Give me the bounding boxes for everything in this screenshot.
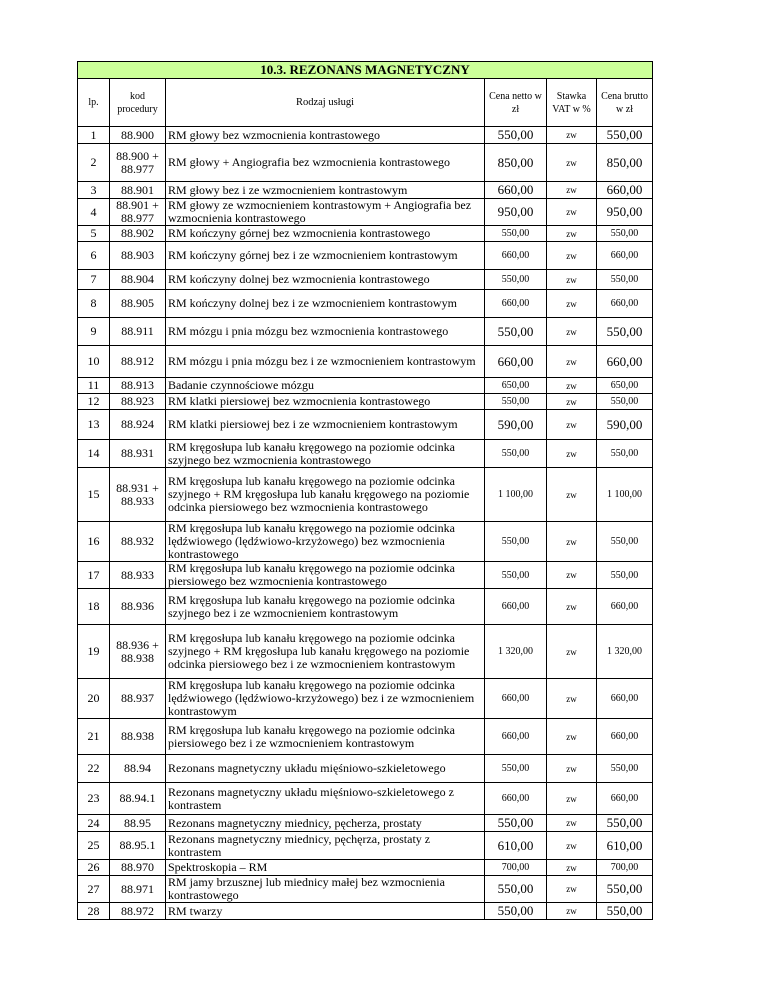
procedure-code: 88.912 bbox=[110, 346, 166, 378]
service-name: Rezonans magnetyczny układu mięśniowo-szkieletowego z kontrastem bbox=[166, 783, 485, 815]
table-row bbox=[78, 783, 653, 815]
vat-rate: zw bbox=[547, 378, 597, 394]
gross-price: 650,00 bbox=[597, 378, 653, 394]
row-number: 10 bbox=[78, 346, 110, 378]
row-number: 15 bbox=[78, 468, 110, 522]
row-number: 20 bbox=[78, 679, 110, 719]
service-name: RM kończyny górnej bez i ze wzmocnieniem kontrastowym bbox=[166, 242, 485, 270]
procedure-code: 88.905 bbox=[110, 290, 166, 318]
vat-rate: zw bbox=[547, 860, 597, 876]
vat-rate: zw bbox=[547, 127, 597, 144]
table-row bbox=[78, 522, 653, 562]
net-price: 660,00 bbox=[485, 182, 547, 199]
header-gross-price: Cena brutto w zł bbox=[597, 79, 653, 127]
net-price: 550,00 bbox=[485, 270, 547, 290]
vat-rate: zw bbox=[547, 625, 597, 679]
vat-rate: zw bbox=[547, 410, 597, 440]
table-row bbox=[78, 290, 653, 318]
table-row bbox=[78, 589, 653, 625]
net-price: 1 320,00 bbox=[485, 625, 547, 679]
service-name: RM kręgosłupa lub kanału kręgowego na poziomie odcinka szyjnego bez wzmocnienia kontrastowego bbox=[166, 440, 485, 468]
procedure-code: 88.903 bbox=[110, 242, 166, 270]
header-vat: Stawka VAT w % bbox=[547, 79, 597, 127]
row-number: 24 bbox=[78, 815, 110, 832]
service-name: RM kręgosłupa lub kanału kręgowego na poziomie odcinka szyjnego + RM kręgosłupa lub kanału kręgowego na poziomie odcinka piersiowego bez i ze wzmocnieniem kontrastowym bbox=[166, 625, 485, 679]
vat-rate: zw bbox=[547, 832, 597, 860]
table-row bbox=[78, 226, 653, 242]
header-code: kod procedury bbox=[110, 79, 166, 127]
header-net-price: Cena netto w zł bbox=[485, 79, 547, 127]
vat-rate: zw bbox=[547, 719, 597, 755]
row-number: 18 bbox=[78, 589, 110, 625]
service-name: RM kręgosłupa lub kanału kręgowego na poziomie odcinka piersiowego bez i ze wzmocnieniem kontrastowym bbox=[166, 719, 485, 755]
row-number: 1 bbox=[78, 127, 110, 144]
service-name: RM mózgu i pnia mózgu bez i ze wzmocnieniem kontrastowym bbox=[166, 346, 485, 378]
service-name: RM kończyny górnej bez wzmocnienia kontrastowego bbox=[166, 226, 485, 242]
table-row bbox=[78, 182, 653, 199]
net-price: 550,00 bbox=[485, 876, 547, 903]
gross-price: 550,00 bbox=[597, 815, 653, 832]
vat-rate: zw bbox=[547, 522, 597, 562]
net-price: 660,00 bbox=[485, 242, 547, 270]
service-name: RM kończyny dolnej bez wzmocnienia kontrastowego bbox=[166, 270, 485, 290]
row-number: 9 bbox=[78, 318, 110, 346]
table-row bbox=[78, 625, 653, 679]
gross-price: 590,00 bbox=[597, 410, 653, 440]
vat-rate: zw bbox=[547, 755, 597, 783]
net-price: 550,00 bbox=[485, 562, 547, 589]
procedure-code: 88.932 bbox=[110, 522, 166, 562]
service-name: RM głowy bez wzmocnienia kontrastowego bbox=[166, 127, 485, 144]
service-name: RM twarzy bbox=[166, 903, 485, 920]
vat-rate: zw bbox=[547, 346, 597, 378]
net-price: 660,00 bbox=[485, 679, 547, 719]
table-title: 10.3. REZONANS MAGNETYCZNY bbox=[78, 62, 653, 79]
service-name: RM kończyny dolnej bez i ze wzmocnieniem kontrastowym bbox=[166, 290, 485, 318]
vat-rate: zw bbox=[547, 144, 597, 182]
gross-price: 610,00 bbox=[597, 832, 653, 860]
gross-price: 660,00 bbox=[597, 719, 653, 755]
service-name: Rezonans magnetyczny miednicy, pęcherza, prostaty bbox=[166, 815, 485, 832]
gross-price: 550,00 bbox=[597, 755, 653, 783]
procedure-code: 88.900 bbox=[110, 127, 166, 144]
service-name: RM klatki piersiowej bez i ze wzmocnieniem kontrastowym bbox=[166, 410, 485, 440]
table-row bbox=[78, 876, 653, 903]
gross-price: 950,00 bbox=[597, 199, 653, 226]
vat-rate: zw bbox=[547, 270, 597, 290]
gross-price: 550,00 bbox=[597, 394, 653, 410]
net-price: 550,00 bbox=[485, 903, 547, 920]
service-name: RM kręgosłupa lub kanału kręgowego na poziomie odcinka piersiowego bez wzmocnienia kontrastowego bbox=[166, 562, 485, 589]
row-number: 26 bbox=[78, 860, 110, 876]
procedure-code: 88.904 bbox=[110, 270, 166, 290]
table-row bbox=[78, 318, 653, 346]
gross-price: 660,00 bbox=[597, 242, 653, 270]
net-price: 650,00 bbox=[485, 378, 547, 394]
procedure-code: 88.900 + 88.977 bbox=[110, 144, 166, 182]
table-row bbox=[78, 815, 653, 832]
procedure-code: 88.901 + 88.977 bbox=[110, 199, 166, 226]
procedure-code: 88.936 + 88.938 bbox=[110, 625, 166, 679]
net-price: 660,00 bbox=[485, 290, 547, 318]
procedure-code: 88.972 bbox=[110, 903, 166, 920]
gross-price: 1 100,00 bbox=[597, 468, 653, 522]
vat-rate: zw bbox=[547, 562, 597, 589]
table-row bbox=[78, 199, 653, 226]
table-row bbox=[78, 860, 653, 876]
table-row bbox=[78, 679, 653, 719]
vat-rate: zw bbox=[547, 182, 597, 199]
net-price: 550,00 bbox=[485, 522, 547, 562]
gross-price: 550,00 bbox=[597, 440, 653, 468]
row-number: 19 bbox=[78, 625, 110, 679]
procedure-code: 88.913 bbox=[110, 378, 166, 394]
vat-rate: zw bbox=[547, 318, 597, 346]
procedure-code: 88.923 bbox=[110, 394, 166, 410]
net-price: 1 100,00 bbox=[485, 468, 547, 522]
row-number: 5 bbox=[78, 226, 110, 242]
gross-price: 660,00 bbox=[597, 783, 653, 815]
procedure-code: 88.971 bbox=[110, 876, 166, 903]
procedure-code: 88.94 bbox=[110, 755, 166, 783]
vat-rate: zw bbox=[547, 290, 597, 318]
table-row bbox=[78, 270, 653, 290]
row-number: 28 bbox=[78, 903, 110, 920]
gross-price: 660,00 bbox=[597, 182, 653, 199]
header-lp: lp. bbox=[78, 79, 110, 127]
table-row bbox=[78, 440, 653, 468]
procedure-code: 88.924 bbox=[110, 410, 166, 440]
vat-rate: zw bbox=[547, 589, 597, 625]
table-row bbox=[78, 755, 653, 783]
row-number: 25 bbox=[78, 832, 110, 860]
vat-rate: zw bbox=[547, 468, 597, 522]
net-price: 700,00 bbox=[485, 860, 547, 876]
net-price: 550,00 bbox=[485, 394, 547, 410]
gross-price: 550,00 bbox=[597, 562, 653, 589]
row-number: 12 bbox=[78, 394, 110, 410]
service-name: Rezonans magnetyczny miednicy, pęchęrza, prostaty z kontrastem bbox=[166, 832, 485, 860]
net-price: 550,00 bbox=[485, 226, 547, 242]
service-name: RM kręgosłupa lub kanału kręgowego na poziomie odcinka szyjnego bez i ze wzmocnieniem kontrastowym bbox=[166, 589, 485, 625]
gross-price: 550,00 bbox=[597, 318, 653, 346]
row-number: 14 bbox=[78, 440, 110, 468]
header-service: Rodzaj usługi bbox=[166, 79, 485, 127]
table-row bbox=[78, 242, 653, 270]
gross-price: 1 320,00 bbox=[597, 625, 653, 679]
gross-price: 550,00 bbox=[597, 226, 653, 242]
gross-price: 660,00 bbox=[597, 589, 653, 625]
procedure-code: 88.94.1 bbox=[110, 783, 166, 815]
vat-rate: zw bbox=[547, 679, 597, 719]
gross-price: 660,00 bbox=[597, 290, 653, 318]
price-table bbox=[77, 61, 653, 920]
net-price: 550,00 bbox=[485, 755, 547, 783]
net-price: 660,00 bbox=[485, 783, 547, 815]
procedure-code: 88.931 + 88.933 bbox=[110, 468, 166, 522]
vat-rate: zw bbox=[547, 199, 597, 226]
gross-price: 660,00 bbox=[597, 346, 653, 378]
net-price: 660,00 bbox=[485, 589, 547, 625]
procedure-code: 88.931 bbox=[110, 440, 166, 468]
gross-price: 550,00 bbox=[597, 270, 653, 290]
row-number: 17 bbox=[78, 562, 110, 589]
row-number: 11 bbox=[78, 378, 110, 394]
procedure-code: 88.938 bbox=[110, 719, 166, 755]
net-price: 660,00 bbox=[485, 346, 547, 378]
row-number: 27 bbox=[78, 876, 110, 903]
gross-price: 850,00 bbox=[597, 144, 653, 182]
service-name: Badanie czynnościowe mózgu bbox=[166, 378, 485, 394]
table-row bbox=[78, 832, 653, 860]
procedure-code: 88.937 bbox=[110, 679, 166, 719]
gross-price: 550,00 bbox=[597, 876, 653, 903]
procedure-code: 88.95.1 bbox=[110, 832, 166, 860]
vat-rate: zw bbox=[547, 815, 597, 832]
procedure-code: 88.911 bbox=[110, 318, 166, 346]
net-price: 660,00 bbox=[485, 719, 547, 755]
service-name: RM głowy + Angiografia bez wzmocnienia kontrastowego bbox=[166, 144, 485, 182]
row-number: 16 bbox=[78, 522, 110, 562]
table-row bbox=[78, 468, 653, 522]
net-price: 550,00 bbox=[485, 815, 547, 832]
service-name: Spektroskopia – RM bbox=[166, 860, 485, 876]
row-number: 7 bbox=[78, 270, 110, 290]
table-row bbox=[78, 378, 653, 394]
table-row bbox=[78, 562, 653, 589]
service-name: RM mózgu i pnia mózgu bez wzmocnienia kontrastowego bbox=[166, 318, 485, 346]
vat-rate: zw bbox=[547, 226, 597, 242]
procedure-code: 88.970 bbox=[110, 860, 166, 876]
table-row bbox=[78, 903, 653, 920]
service-name: RM klatki piersiowej bez wzmocnienia kontrastowego bbox=[166, 394, 485, 410]
service-name: RM kręgosłupa lub kanału kręgowego na poziomie odcinka lędźwiowego (lędźwiowo-krzyżowego) bez wzmocnienia kontrastowego bbox=[166, 522, 485, 562]
service-name: RM kręgosłupa lub kanału kręgowego na poziomie odcinka szyjnego + RM kręgosłupa lub kanału kręgowego na poziomie odcinka piersiowego bez wzmocnienia kontrastowego bbox=[166, 468, 485, 522]
procedure-code: 88.936 bbox=[110, 589, 166, 625]
procedure-code: 88.901 bbox=[110, 182, 166, 199]
table-row bbox=[78, 144, 653, 182]
row-number: 6 bbox=[78, 242, 110, 270]
row-number: 21 bbox=[78, 719, 110, 755]
service-name: Rezonans magnetyczny układu mięśniowo-szkieletowego bbox=[166, 755, 485, 783]
vat-rate: zw bbox=[547, 440, 597, 468]
net-price: 850,00 bbox=[485, 144, 547, 182]
service-name: RM głowy bez i ze wzmocnieniem kontrastowym bbox=[166, 182, 485, 199]
row-number: 3 bbox=[78, 182, 110, 199]
net-price: 550,00 bbox=[485, 127, 547, 144]
net-price: 610,00 bbox=[485, 832, 547, 860]
service-name: RM głowy ze wzmocnieniem kontrastowym + Angiografia bez wzmocnienia kontrastowego bbox=[166, 199, 485, 226]
table-row bbox=[78, 410, 653, 440]
row-number: 22 bbox=[78, 755, 110, 783]
vat-rate: zw bbox=[547, 783, 597, 815]
table-row bbox=[78, 346, 653, 378]
table-row bbox=[78, 127, 653, 144]
table-row bbox=[78, 719, 653, 755]
row-number: 4 bbox=[78, 199, 110, 226]
gross-price: 550,00 bbox=[597, 127, 653, 144]
vat-rate: zw bbox=[547, 876, 597, 903]
gross-price: 660,00 bbox=[597, 679, 653, 719]
row-number: 23 bbox=[78, 783, 110, 815]
procedure-code: 88.95 bbox=[110, 815, 166, 832]
vat-rate: zw bbox=[547, 394, 597, 410]
procedure-code: 88.902 bbox=[110, 226, 166, 242]
gross-price: 700,00 bbox=[597, 860, 653, 876]
table-row bbox=[78, 394, 653, 410]
vat-rate: zw bbox=[547, 903, 597, 920]
net-price: 550,00 bbox=[485, 440, 547, 468]
net-price: 590,00 bbox=[485, 410, 547, 440]
vat-rate: zw bbox=[547, 242, 597, 270]
gross-price: 550,00 bbox=[597, 903, 653, 920]
row-number: 2 bbox=[78, 144, 110, 182]
net-price: 950,00 bbox=[485, 199, 547, 226]
row-number: 8 bbox=[78, 290, 110, 318]
procedure-code: 88.933 bbox=[110, 562, 166, 589]
service-name: RM jamy brzusznej lub miednicy małej bez wzmocnienia kontrastowego bbox=[166, 876, 485, 903]
net-price: 550,00 bbox=[485, 318, 547, 346]
gross-price: 550,00 bbox=[597, 522, 653, 562]
service-name: RM kręgosłupa lub kanału kręgowego na poziomie odcinka lędźwiowego (lędźwiowo-krzyżowego) bez i ze wzmocnieniem kontrastowym bbox=[166, 679, 485, 719]
row-number: 13 bbox=[78, 410, 110, 440]
